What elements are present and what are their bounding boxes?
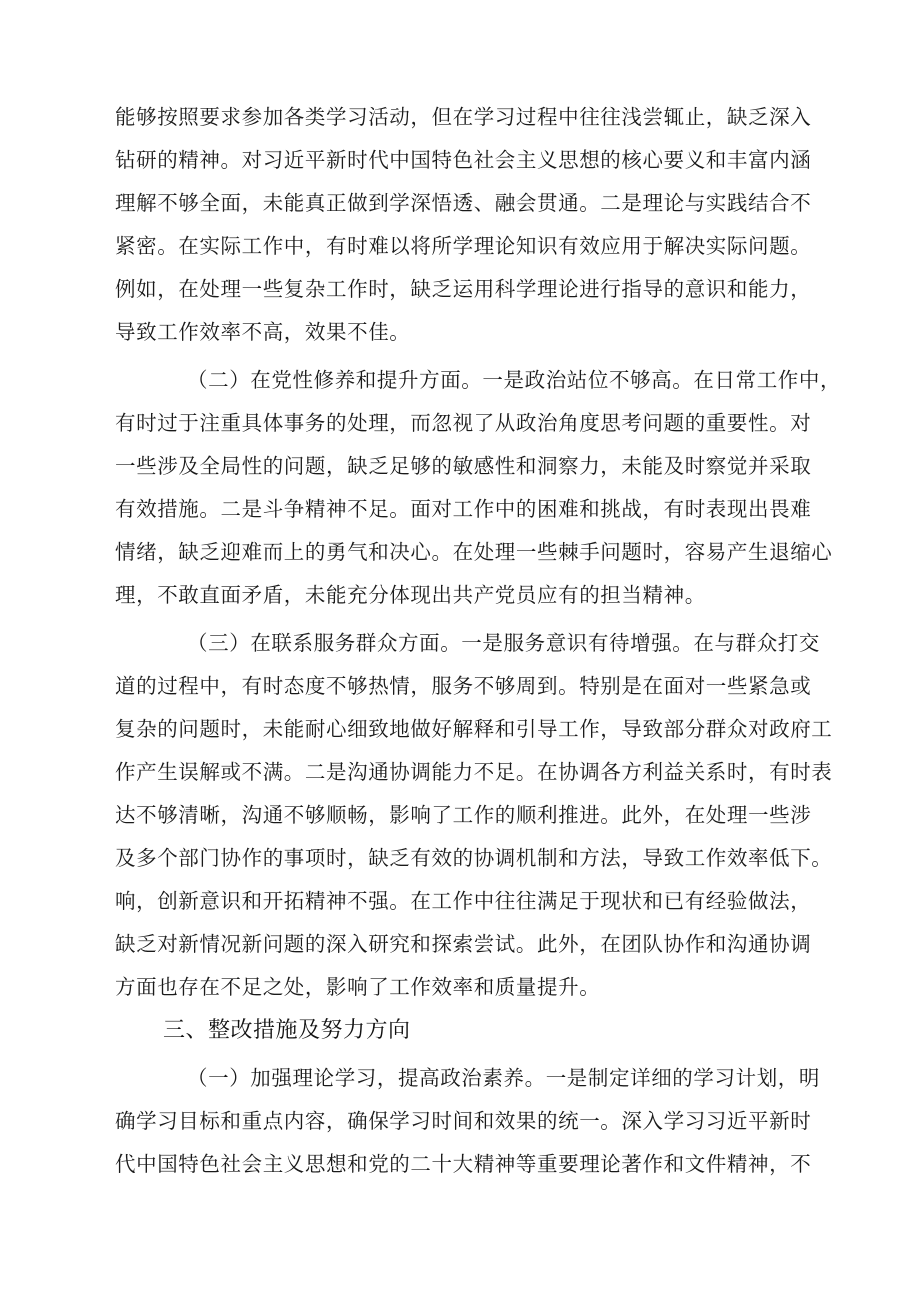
text-line: 情绪，缺乏迎难而上的勇气和决心。在处理一些棘手问题时，容易产生退缩心	[115, 540, 833, 564]
text-line: 代中国特色社会主义思想和党的二十大精神等重要理论著作和文件精神，不	[115, 1152, 812, 1176]
text-line: 有效措施。二是斗争精神不足。面对工作中的困难和挑战，有时表现出畏难	[115, 497, 812, 521]
text-line: 理解不够全面，未能真正做到学深悟透、融会贯通。二是理论与实践结合不	[115, 191, 812, 215]
text-line: 能够按照要求参加各类学习活动，但在学习过程中往往浅尝辄止，缺乏深入	[115, 105, 812, 129]
paragraph-first-line: （一）加强理论学习，提高政治素养。一是制定详细的学习计划，明	[187, 1066, 820, 1090]
text-line: 紧密。在实际工作中，有时难以将所学理论知识有效应用于解决实际问题。	[115, 234, 812, 258]
text-line: 道的过程中，有时态度不够热情，服务不够周到。特别是在面对一些紧急或	[115, 674, 812, 698]
text-line: 响，创新意识和开拓精神不强。在工作中往往满足于现状和已有经验做法，	[115, 889, 812, 913]
text-line: 确学习目标和重点内容，确保学习时间和效果的统一。深入学习习近平新时	[115, 1109, 812, 1133]
paragraph-first-line: （三）在联系服务群众方面。一是服务意识有待增强。在与群众打交	[187, 631, 820, 655]
text-line: 方面也存在不足之处，影响了工作效率和质量提升。	[115, 975, 601, 999]
text-line: 有时过于注重具体事务的处理，而忽视了从政治角度思考问题的重要性。对	[115, 411, 812, 435]
paragraph-first-line: （二）在党性修养和提升方面。一是政治站位不够高。在日常工作中，	[187, 368, 842, 392]
text-line: 作产生误解或不满。二是沟通协调能力不足。在协调各方利益关系时，有时表	[115, 760, 833, 784]
text-line: 理，不敢直面矛盾，未能充分体现出共产党员应有的担当精神。	[115, 583, 706, 607]
text-line: 达不够清晰，沟通不够顺畅，影响了工作的顺利推进。此外，在处理一些涉	[115, 803, 812, 827]
text-line: 例如，在处理一些复杂工作时，缺乏运用科学理论进行指导的意识和能力，	[115, 277, 812, 301]
text-line: 导致工作效率不高，效果不佳。	[115, 320, 411, 344]
text-line: 一些涉及全局性的问题，缺乏足够的敏感性和洞察力，未能及时察觉并采取	[115, 454, 812, 478]
text-line: 钻研的精神。对习近平新时代中国特色社会主义思想的核心要义和丰富内涵	[115, 148, 812, 172]
text-line: 缺乏对新情况新问题的深入研究和探索尝试。此外，在团队协作和沟通协调	[115, 932, 812, 956]
section-heading: 三、整改措施及努力方向	[163, 1018, 411, 1043]
text-line: 复杂的问题时，未能耐心细致地做好解释和引导工作，导致部分群众对政府工	[115, 717, 833, 741]
text-line: 及多个部门协作的事项时，缺乏有效的协调机制和方法，导致工作效率低下。	[115, 846, 833, 870]
